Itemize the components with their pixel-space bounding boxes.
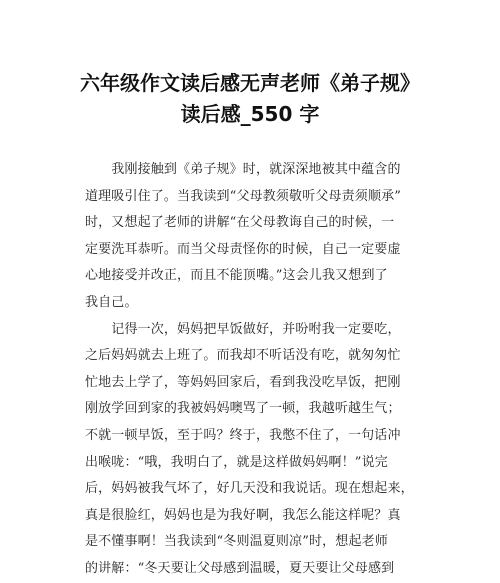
body-line: 的讲解：“冬天要让父母感到温暖，夏天要让父母感到 (85, 560, 395, 576)
body-line: 时，又想起了老师的讲解“在父母教诲自己的时候，一 (85, 215, 395, 231)
body-line: 不就一顿早饭，至于吗？终于，我憋不住了，一句话冲 (85, 427, 401, 443)
body-line: 道理吸引住了。当我读到“父母教须敬听父母责须顺承” (85, 188, 402, 204)
body-line: 是不懂事啊！当我读到“冬则温夏则凉”时，想起老师 (85, 534, 388, 550)
document-body (85, 157, 425, 583)
body-line: 忙地去上学了，等妈妈回家后，看到我没吃早饭，把刚 (85, 374, 401, 390)
body-line: 出喉咙：“哦，我明白了，就是这样做妈妈啊！”说完 (85, 454, 388, 470)
title-line-2: 读后感_550 字 (180, 102, 320, 126)
body-line: 心地接受并改正，而且不能顶嘴。”这会儿我又想到了 (85, 268, 388, 284)
title-line-1: 六年级作文读后感无声老师《弟子规》 (80, 71, 420, 95)
body-line: 真是很脸红，妈妈也是为我好啊，我怎么能这样呢？真 (85, 507, 401, 523)
document-title (40, 68, 460, 130)
body-line: 刚放学回到家的我被妈妈噢骂了一顿，我越听越生气； (85, 401, 401, 417)
body-line: 定要洗耳恭听。而当父母责怪你的时候，自己一定要虚 (85, 241, 401, 257)
body-line: 后，妈妈被我气坏了，好几天没和我说话。现在想起来， (85, 481, 414, 497)
body-line: 之后妈妈就去上班了。而我却不听话没有吃，就匆匆忙 (85, 348, 401, 364)
body-line: 记得一次，妈妈把早饭做好，并吩咐我一定要吃， (85, 321, 401, 337)
body-line: 我刚接触到《弟子规》时，就深深地被其中蕴含的 (85, 162, 401, 177)
body-line: 我自己。 (85, 294, 138, 310)
